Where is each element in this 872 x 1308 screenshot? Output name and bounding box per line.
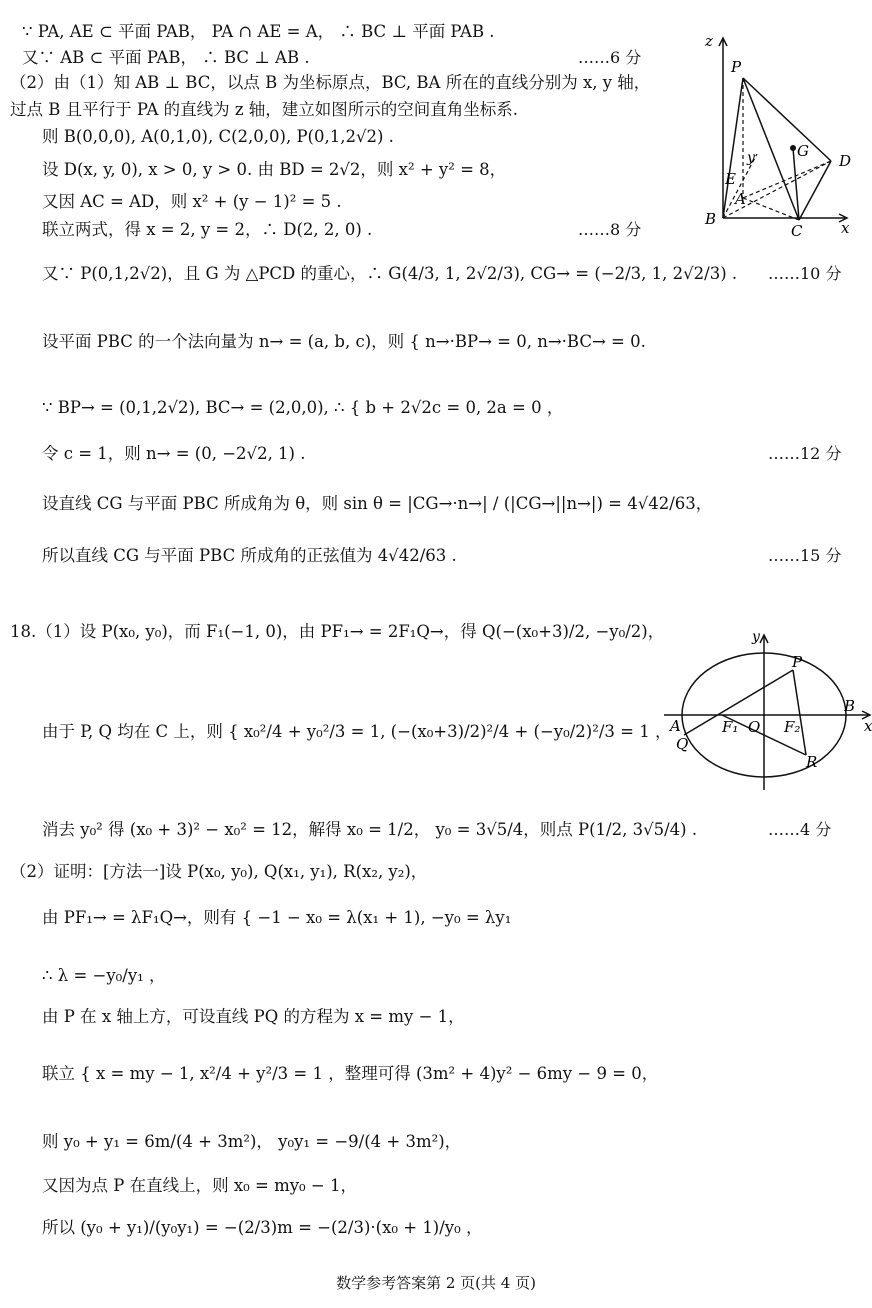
ellipse-figure <box>660 625 872 795</box>
score-mark: ……4 分 <box>768 820 832 839</box>
label-x: x <box>864 717 872 735</box>
score-mark: ……8 分 <box>578 220 642 239</box>
text-line: 由 PF₁→ = λF₁Q→，则有 { −1 − x₀ = λ(x₁ + 1), −y₀ = λy₁ <box>42 908 512 927</box>
text-line: 18.（1）设 P(x₀, y₀)，而 F₁(−1, 0)，由 PF₁→ = 2F₁Q→，得 Q(−(x₀+3)/2, −y₀/2)， <box>10 622 665 641</box>
score-mark: ……15 分 <box>768 546 842 565</box>
text-line: ∴ λ = −y₀/y₁ ， <box>42 966 166 985</box>
label-O: O <box>748 718 761 736</box>
text-line: 由于 P, Q 均在 C 上，则 { x₀²/4 + y₀²/3 = 1, (−(x₀+3)/2)²/4 + (−y₀/2)²/3 = 1 ， <box>42 722 672 741</box>
label-F1: F₁ <box>722 718 739 736</box>
text-line: ∵ PA, AE ⊂ 平面 PAB， PA ∩ AE = A， ∴ BC ⊥ 平面 PAB . <box>22 22 495 41</box>
score-mark: ……10 分 <box>768 264 842 283</box>
text-line: 则 B(0,0,0), A(0,1,0), C(2,0,0), P(0,1,2√2) . <box>42 127 394 146</box>
text-line: 所以 (y₀ + y₁)/(y₀y₁) = −(2/3)m = −(2/3)·(x₀ + 1)/y₀ ， <box>42 1218 483 1237</box>
label-B: B <box>844 697 856 715</box>
label-Q: Q <box>676 735 689 753</box>
text-line: 令 c = 1，则 n→ = (0, −2√2, 1) . <box>42 444 306 463</box>
label-G: G <box>797 142 809 160</box>
label-y: y <box>747 150 755 166</box>
text-line: 又因为点 P 在直线上，则 x₀ = my₀ − 1， <box>42 1176 357 1195</box>
text-line: 又∵ AB ⊂ 平面 PAB， ∴ BC ⊥ AB . <box>22 48 310 67</box>
text-line: 则 y₀ + y₁ = 6m/(4 + 3m²)， y₀y₁ = −9/(4 + 3m²)， <box>42 1132 462 1151</box>
label-A: A <box>670 717 681 735</box>
label-A: A <box>735 190 746 208</box>
label-R: R <box>806 753 818 771</box>
pyramid-figure <box>695 28 860 238</box>
label-D: D <box>839 152 852 170</box>
text-line: 又因 AC = AD，则 x² + (y − 1)² = 5 . <box>42 192 342 211</box>
label-F2: F₂ <box>784 718 801 736</box>
text-line: 设平面 PBC 的一个法向量为 n→ = (a, b, c)，则 { n→·BP→ = 0, n→·BC→ = 0. <box>42 332 646 351</box>
label-E: E <box>725 170 736 188</box>
label-y: y <box>752 629 760 645</box>
label-P: P <box>731 58 742 76</box>
text-line: （2）证明：[方法一]设 P(x₀, y₀), Q(x₁, y₁), R(x₂, y₂)， <box>10 862 428 881</box>
text-line: 过点 B 且平行于 PA 的直线为 z 轴，建立如图所示的空间直角坐标系. <box>10 100 519 119</box>
centroid-point <box>790 145 796 151</box>
text-line: （2）由（1）知 AB ⊥ BC，以点 B 为坐标原点，BC, BA 所在的直线分别为 x, y 轴， <box>10 73 651 92</box>
text-line: 设直线 CG 与平面 PBC 所成角为 θ，则 sin θ = |CG→·n→| / (|CG→||n→|) = 4√42/63， <box>42 494 713 513</box>
text-line: 又∵ P(0,1,2√2)，且 G 为 △PCD 的重心，∴ G(4/3, 1, 2√2/3), CG→ = (−2/3, 1, 2√2/3) . <box>42 264 738 283</box>
label-x: x <box>841 219 850 237</box>
text-line: 设 D(x, y, 0), x > 0, y > 0. 由 BD = 2√2，则 x² + y² = 8， <box>42 160 507 179</box>
score-mark: ……6 分 <box>578 48 642 67</box>
text-line: 联立两式，得 x = 2, y = 2，∴ D(2, 2, 0) . <box>42 220 373 239</box>
text-line: 所以直线 CG 与平面 PBC 所成角的正弦值为 4√42/63 . <box>42 546 457 565</box>
score-mark: ……12 分 <box>768 444 842 463</box>
label-B: B <box>705 210 717 228</box>
label-z: z <box>705 32 713 50</box>
text-line: 联立 { x = my − 1, x²/4 + y²/3 = 1 ，整理可得 (3m² + 4)y² − 6my − 9 = 0， <box>42 1064 659 1083</box>
text-line: 消去 y₀² 得 (x₀ + 3)² − x₀² = 12，解得 x₀ = 1/2， y₀ = 3√5/4，则点 P(1/2, 3√5/4) . <box>42 820 698 839</box>
page-footer: 数学参考答案第 2 页(共 4 页) <box>336 1274 536 1292</box>
label-C: C <box>791 222 803 238</box>
text-line: ∵ BP→ = (0,1,2√2), BC→ = (2,0,0), ∴ { b + 2√2c = 0, 2a = 0 ， <box>42 398 564 417</box>
text-line: 由 P 在 x 轴上方，可设直线 PQ 的方程为 x = my − 1， <box>42 1007 465 1026</box>
label-P: P <box>792 653 803 671</box>
